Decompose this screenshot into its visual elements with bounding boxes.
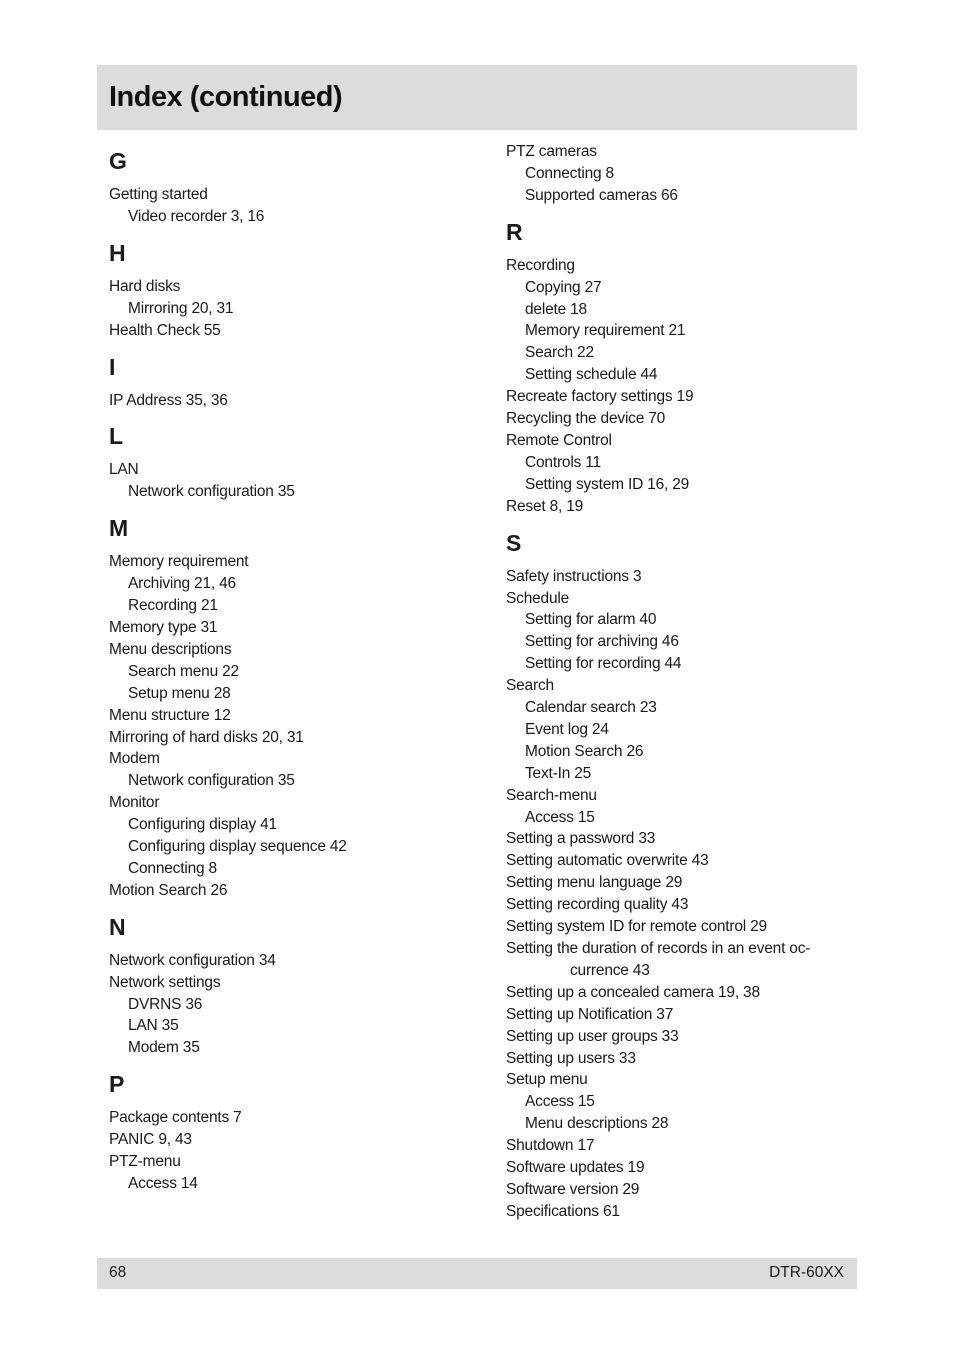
index-entry: Safety instructions 3 bbox=[506, 567, 642, 585]
index-entry: Modem bbox=[109, 750, 160, 768]
page-number: 68 bbox=[109, 1264, 127, 1281]
index-entry: Setting up user groups 33 bbox=[506, 1027, 679, 1045]
section-letter: M bbox=[109, 515, 129, 542]
index-subentry: Setup menu 28 bbox=[128, 684, 231, 702]
header-bar bbox=[97, 65, 857, 130]
index-section bbox=[109, 1071, 469, 1195]
index-entry: Network configuration 34 bbox=[109, 951, 276, 969]
index-subentry: Connecting 8 bbox=[128, 859, 217, 877]
index-subentry: Setting for alarm 40 bbox=[525, 611, 657, 629]
index-subentry: Search 22 bbox=[525, 344, 594, 362]
index-section bbox=[506, 530, 866, 1223]
index-section bbox=[506, 219, 866, 518]
section-letter: N bbox=[109, 913, 126, 940]
index-subentry: Search menu 22 bbox=[128, 662, 239, 680]
index-subentry: Menu descriptions 28 bbox=[525, 1115, 669, 1133]
index-section bbox=[506, 141, 866, 207]
index-entry: Setting up a concealed camera 19, 38 bbox=[506, 983, 760, 1001]
index-section bbox=[109, 515, 469, 902]
index-entry: Remote Control bbox=[506, 431, 612, 449]
index-entry: Hard disks bbox=[109, 277, 181, 295]
index-entry: Menu structure 12 bbox=[109, 706, 231, 724]
index-subentry: Copying 27 bbox=[525, 278, 602, 296]
index-subentry: Memory requirement 21 bbox=[525, 322, 686, 340]
section-letter: S bbox=[506, 529, 522, 556]
index-section bbox=[109, 148, 469, 228]
index-section bbox=[109, 240, 469, 342]
index-entry: Software version 29 bbox=[506, 1180, 640, 1198]
index-subentry: Network configuration 35 bbox=[128, 772, 295, 790]
index-entry: Recording bbox=[506, 256, 575, 274]
index-entry: Search bbox=[506, 677, 554, 695]
index-column-left bbox=[109, 140, 469, 1207]
index-subentry: Mirroring 20, 31 bbox=[128, 299, 234, 317]
section-letter: L bbox=[109, 423, 124, 450]
index-subentry: Setting system ID 16, 29 bbox=[525, 475, 690, 493]
index-entry: Menu descriptions bbox=[109, 640, 232, 658]
page-title: Index (continued) bbox=[109, 81, 343, 113]
section-letter: G bbox=[109, 148, 127, 174]
index-entry: Network settings bbox=[109, 973, 221, 991]
index-subentry: Configuring display sequence 42 bbox=[128, 838, 347, 856]
index-entry: Setting a password 33 bbox=[506, 830, 656, 848]
index-subentry: Connecting 8 bbox=[525, 164, 614, 182]
section-letter: I bbox=[109, 353, 116, 380]
index-subentry: Setting for recording 44 bbox=[525, 655, 682, 673]
index-subentry: Modem 35 bbox=[128, 1039, 200, 1057]
index-subentry: Archiving 21, 46 bbox=[128, 575, 236, 593]
index-section bbox=[109, 354, 469, 412]
index-entry: Getting started bbox=[109, 186, 208, 203]
index-entry: Motion Search 26 bbox=[109, 881, 228, 899]
index-entry: Software updates 19 bbox=[506, 1159, 645, 1177]
model-name: DTR-60XX bbox=[769, 1264, 844, 1281]
index-entry: Setting menu language 29 bbox=[506, 874, 683, 892]
index-subentry: Access 15 bbox=[525, 1093, 595, 1111]
index-entry: Reset 8, 19 bbox=[506, 497, 584, 515]
index-entry: Monitor bbox=[109, 794, 160, 812]
section-letter: R bbox=[506, 218, 523, 245]
index-subentry: delete 18 bbox=[525, 300, 587, 318]
index-subentry: LAN 35 bbox=[128, 1017, 179, 1035]
index-subentry: Network configuration 35 bbox=[128, 483, 295, 501]
index-subentry: Setting for archiving 46 bbox=[525, 633, 679, 651]
index-subentry: DVRNS 36 bbox=[128, 995, 203, 1013]
index-entry: Specifications 61 bbox=[506, 1202, 620, 1220]
index-entry: Search-menu bbox=[506, 786, 597, 804]
index-entry: Package contents 7 bbox=[109, 1109, 242, 1127]
index-entry: Setting automatic overwrite 43 bbox=[506, 852, 709, 870]
index-entry: Setting the duration of records in an event oc- bbox=[506, 940, 811, 957]
index-entry: Setup menu bbox=[506, 1071, 588, 1089]
index-subentry: Calendar search 23 bbox=[525, 699, 657, 717]
index-entry: Setting system ID for remote control 29 bbox=[506, 918, 767, 936]
index-entry: Schedule bbox=[506, 589, 570, 607]
index-section bbox=[109, 914, 469, 1060]
index-entry: currence 43 bbox=[570, 961, 650, 979]
index-section bbox=[109, 423, 469, 503]
footer-bar bbox=[97, 1258, 857, 1289]
index-entry: Recycling the device 70 bbox=[506, 410, 666, 428]
index-subentry: Access 15 bbox=[525, 808, 595, 826]
index-subentry: Text-In 25 bbox=[525, 764, 592, 782]
index-entry: Setting recording quality 43 bbox=[506, 896, 689, 914]
index-entry: Mirroring of hard disks 20, 31 bbox=[109, 728, 304, 746]
index-subentry: Motion Search 26 bbox=[525, 742, 644, 760]
index-subentry: Configuring display 41 bbox=[128, 816, 277, 834]
index-entry: Setting up Notification 37 bbox=[506, 1005, 674, 1023]
index-entry: Health Check 55 bbox=[109, 321, 221, 339]
index-entry: PTZ cameras bbox=[506, 143, 597, 160]
index-column-right bbox=[506, 141, 866, 1235]
index-entry: Memory requirement bbox=[109, 553, 249, 571]
index-entry: IP Address 35, 36 bbox=[109, 391, 228, 409]
index-subentry: Video recorder 3, 16 bbox=[128, 207, 265, 225]
section-letter: H bbox=[109, 239, 126, 266]
index-subentry: Controls 11 bbox=[525, 453, 601, 471]
index-entry: Shutdown 17 bbox=[506, 1137, 595, 1155]
index-entry: Recreate factory settings 19 bbox=[506, 388, 694, 406]
section-letter: P bbox=[109, 1071, 125, 1098]
index-subentry: Setting schedule 44 bbox=[525, 366, 658, 384]
index-subentry: Access 14 bbox=[128, 1175, 198, 1192]
index-subentry: Supported cameras 66 bbox=[525, 186, 678, 204]
index-entry: PTZ-menu bbox=[109, 1153, 181, 1171]
index-subentry: Recording 21 bbox=[128, 597, 218, 615]
index-entry: LAN bbox=[109, 461, 139, 479]
index-entry: Memory type 31 bbox=[109, 618, 218, 636]
index-entry: Setting up users 33 bbox=[506, 1049, 636, 1067]
index-entry: PANIC 9, 43 bbox=[109, 1131, 192, 1149]
index-subentry: Event log 24 bbox=[525, 720, 609, 738]
